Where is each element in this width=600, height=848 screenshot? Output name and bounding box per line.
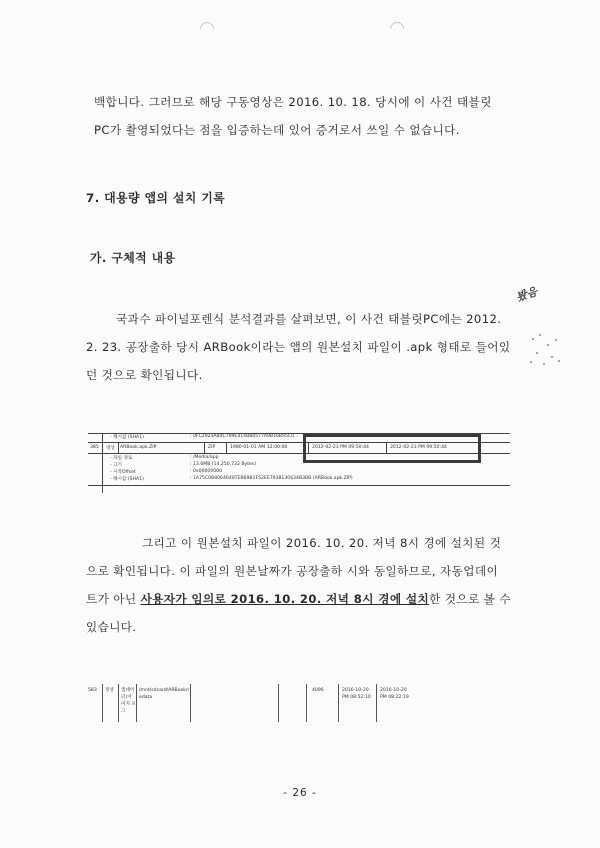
row-filename: ARBook.apk.ZIP	[120, 445, 157, 450]
detail-value: : 13.6MB (14,250,732 Bytes)	[190, 462, 257, 467]
text-segment: 트가 아닌	[86, 592, 141, 606]
row-date-accessed: 1980-01-01 AM 12:00:00	[230, 445, 288, 450]
detail-label: - 크기	[110, 463, 122, 468]
paragraph-continued	[86, 88, 516, 144]
text-line: 백합니다. 그러므로 해당 구동영상은 2016. 10. 18. 당시에 이 사건 태블릿	[94, 95, 492, 109]
detail-label: - 파일 경로	[110, 456, 133, 461]
detail-value: : 0x00000000	[190, 469, 223, 474]
hash-value: : 0FC2923A84C799E414B84577A9B16B95C0...	[190, 434, 299, 439]
record-category: 그	[121, 709, 126, 714]
detail-value: : 1A75C0B8064640TEB69B1F52EE7938130S34B3BB (ARBook.apk.ZIP)	[190, 476, 353, 481]
handwritten-stamp: 봤음	[514, 285, 539, 304]
underlined-emphasis: 사용자가 임의로 2016. 10. 20. 저녁 8시 경에 설치	[140, 592, 430, 606]
text-line: 그리고 이 원본설치 파일이 2016. 10. 20. 저녁 8시 경에 설치된 것	[142, 536, 502, 550]
record-category: 미지 포	[121, 702, 136, 707]
row-number: 385	[90, 445, 99, 450]
subsection-title: 가. 구체적 내용	[90, 251, 176, 265]
row-date-modified: 2012-02-23 PM 09:50:44	[390, 445, 447, 450]
record-path: edata	[139, 695, 153, 700]
page-number: - 26 -	[283, 787, 317, 799]
detail-label: - 시작Offset	[110, 470, 136, 475]
paragraph-conclusion	[86, 529, 516, 641]
record-type: 정상	[105, 688, 114, 693]
punch-hole-mark	[197, 19, 217, 39]
text-segment: 한 것으로 볼 수	[429, 592, 511, 606]
record-number: 583	[88, 688, 97, 693]
record-size: 4096	[312, 688, 324, 693]
detail-label: - 해시값 (SHA1)	[110, 477, 144, 482]
record-category: 앱데이	[121, 688, 135, 693]
record-date-modified: PM 08:22:19	[380, 695, 409, 700]
row-type: 영상	[106, 446, 115, 451]
record-category: 터(이	[121, 695, 132, 700]
row-date-created: 2012-02-23 PM 09:50:44	[312, 445, 369, 450]
record-date-created: 2016-10-20	[342, 688, 369, 693]
hash-label: - 해시값 (SHA1)	[110, 435, 144, 440]
record-path: /mnt/sdcard/ARBook/r	[139, 688, 190, 693]
text-line: 2. 23. 공장출하 당시 ARBook이라는 앱의 원본설치 파일이 .apk 형태로 들어있	[86, 340, 511, 354]
text-line	[86, 585, 516, 613]
text-line: PC가 촬영되었다는 점을 입증하는데 있어 증거로서 쓰일 수 없습니다.	[94, 123, 460, 137]
text-line: 으로 확인됩니다. 이 파일의 원본날짜가 공장출하 시와 동일하므로, 자동업데이	[86, 564, 499, 578]
record-date-modified: 2016-10-20	[380, 688, 407, 693]
row-extension: ZIP	[208, 445, 216, 450]
highlight-box	[303, 434, 481, 463]
text-line: 국과수 파이널포렌식 분석결과를 살펴보면, 이 사건 태블릿PC에는 2012.	[116, 312, 502, 326]
scan-noise	[527, 330, 567, 370]
section-title: 7. 대용량 앱의 설치 기록	[86, 191, 226, 205]
paragraph-analysis	[86, 305, 516, 389]
record-date-created: PM 08:52:10	[342, 695, 371, 700]
text-line: 던 것으로 확인됩니다.	[86, 368, 203, 382]
punch-hole-mark	[387, 19, 407, 39]
install-record-excerpt	[86, 684, 446, 722]
text-line: 있습니다.	[86, 620, 137, 634]
detail-value: : /Media/app	[190, 455, 219, 460]
